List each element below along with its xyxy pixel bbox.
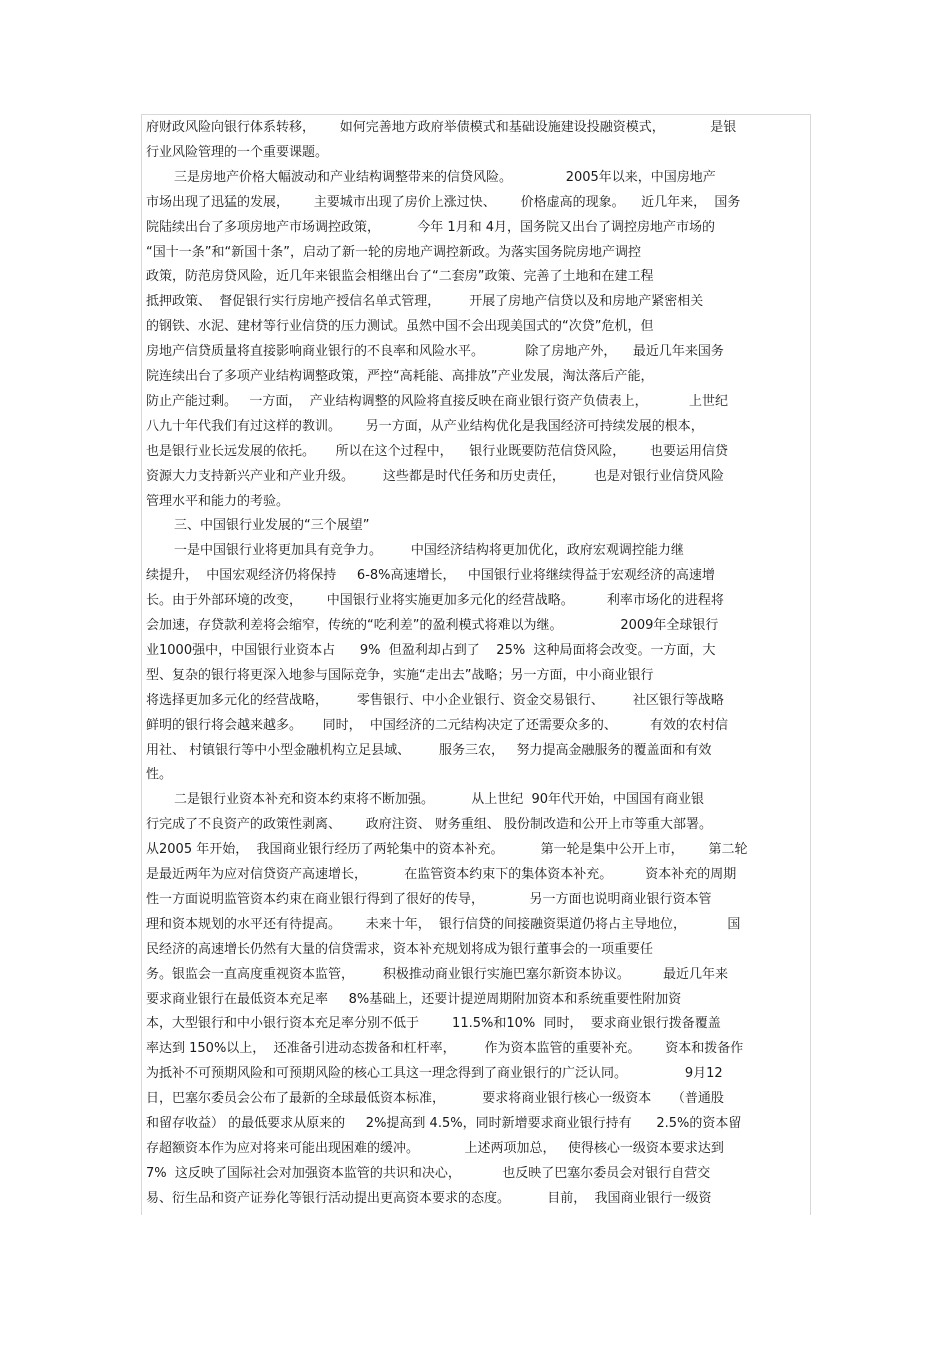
- text-line: 的钢铁、水泥、建材等行业信贷的压力测试。虽然中国不会出现美国式的“次贷”危机，但: [146, 319, 654, 335]
- text-line: 行业风险管理的一个重要课题。: [146, 144, 329, 160]
- text-line: 会加速，存贷款利差将会缩窄，传统的“吃利差”的盈利模式将难以为继。 2009年全球银行: [146, 618, 719, 633]
- text-line: 房地产信贷质量将直接影响商业银行的不良率和风险水平。 除了房地产外， 最近几年来国务: [146, 344, 724, 360]
- text-line: 业1000强中，中国银行业资本占 9% 但盈利却占到了 25% 这种局面将会改变。一方面，大: [146, 642, 716, 658]
- text-line: 鲜明的银行将会越来越多。 同时， 中国经济的二元结构决定了还需要众多的、 有效的农村信: [146, 717, 728, 733]
- text-line: 和留存收益） 的最低要求从原来的 2%提高到 4.5%，同时新增要求商业银行持有 2.5%的资本留: [146, 1116, 742, 1131]
- text-line: 是最近两年为应对信贷资产高速增长， 在监管资本约束下的集体资本补充。 资本补充的周期: [146, 867, 737, 882]
- text-line: 存超额资本作为应对将来可能出现困难的缓冲。 上述两项加总， 使得核心一级资本要求达到: [146, 1140, 724, 1156]
- text-line: 为抵补不可预期风险和可预期风险的核心工具这一理念得到了商业银行的广泛认同。 9月12: [146, 1066, 723, 1082]
- text-line: 院陆续出台了多项房地产市场调控政策， 今年 1月和 4月，国务院又出台了调控房地产市场的: [146, 219, 715, 235]
- text-line: 市场出现了迅猛的发展， 主要城市出现了房价上涨过快、 价格虚高的现象。 近几年来， 国务: [146, 194, 741, 210]
- text-line: 三、中国银行业发展的“三个展望”: [174, 518, 370, 534]
- text-line: 政策，防范房贷风险，近几年来银监会相继出台了“二套房”政策、完善了土地和在建工程: [146, 269, 654, 285]
- text-line: 用社、 村镇银行等中小型金融机构立足县域、 服务三农， 努力提高金融服务的覆盖面和有效: [146, 742, 712, 758]
- body-text: [141, 114, 811, 1215]
- text-line: 将选择更加多元化的经营战略， 零售银行、中小企业银行、资金交易银行、 社区银行等战略: [146, 692, 724, 708]
- text-line: 八九十年代我们有过这样的教训。 另一方面，从产业结构优化是我国经济可持续发展的根本，: [146, 418, 704, 434]
- text-line: 理和资本规划的水平还有待提高。 未来十年， 银行信贷的间接融资渠道仍将占主导地位， 国: [146, 916, 741, 932]
- text-line: 民经济的高速增长仍然有大量的信贷需求，资本补充规划将成为银行董事会的一项重要任: [146, 941, 654, 957]
- text-line: 长。由于外部环境的改变， 中国银行业将实施更加多元化的经营战略。 利率市场化的进程将: [146, 593, 724, 609]
- text-line: 续提升， 中国宏观经济仍将保持 6-8%高速增长， 中国银行业将继续得益于宏观经济的高速增: [146, 568, 715, 584]
- text-line: 行完成了不良资产的政策性剥离、 政府注资、 财务重组、 股份制改造和公开上市等重大部署。: [146, 817, 713, 833]
- text-line: 抵押政策、 督促银行实行房地产授信名单式管理， 开展了房地产信贷以及和房地产紧密相关: [146, 294, 704, 310]
- text-line: 管理水平和能力的考验。: [146, 493, 290, 509]
- text-line: 三是房地产价格大幅波动和产业结构调整带来的信贷风险。 2005年以来，中国房地产: [174, 169, 716, 185]
- text-line: 府财政风险向银行体系转移， 如何完善地方政府举债模式和基础设施建设投融资模式， 是银: [146, 120, 737, 135]
- text-line: 院连续出台了多项产业结构调整政策，严控“高耗能、高排放”产业发展，淘汰落后产能，: [146, 369, 654, 384]
- text-line: 防止产能过剩。 一方面， 产业结构调整的风险将直接反映在商业银行资产负债表上， 上世纪: [146, 393, 728, 409]
- text-line: 要求商业银行在最低资本充足率 8%基础上，还要计提逆周期附加资本和系统重要性附加资: [146, 991, 682, 1007]
- text-line: 性。: [146, 767, 173, 783]
- text-line: 从2005 年开始， 我国商业银行经历了两轮集中的资本补充。 第一轮是集中公开上市， 第二轮: [146, 842, 748, 858]
- text-line: 二是银行业资本补充和资本约束将不断加强。 从上世纪 90年代开始，中国国有商业银: [174, 792, 704, 808]
- text-line: 7% 这反映了国际社会对加强资本监管的共识和决心， 也反映了巴塞尔委员会对银行自营交: [146, 1165, 711, 1181]
- text-line: “国十一条”和“新国十条”，启动了新一轮的房地产调控新政。为落实国务院房地产调控: [146, 244, 641, 260]
- text-line: 日，巴塞尔委员会公布了最新的全球最低资本标准， 要求将商业银行核心一级资本 （普通股: [146, 1091, 724, 1107]
- text-line: 型、复杂的银行将更深入地参与国际竞争，实施“走出去”战略；另一方面，中小商业银行: [146, 667, 654, 683]
- text-line: 性一方面说明监管资本约束在商业银行得到了很好的传导， 另一方面也说明商业银行资本管: [146, 891, 712, 907]
- text-line: 也是银行业长远发展的依托。 所以在这个过程中， 银行业既要防范信贷风险， 也要运用信贷: [146, 443, 728, 459]
- text-line: 率达到 150%以上， 还准备引进动态拨备和杠杆率， 作为资本监管的重要补充。 资本和拨备作: [146, 1041, 744, 1057]
- text-line: 易、衍生品和资产证券化等银行活动提出更高资本要求的态度。 目前， 我国商业银行一级资: [146, 1190, 712, 1206]
- text-line: 一是中国银行业将更加具有竞争力。 中国经济结构将更加优化，政府宏观调控能力继: [174, 543, 684, 559]
- text-line: 本，大型银行和中小银行资本充足率分别不低于 11.5%和10% 同时， 要求商业银行拨备覆盖: [146, 1016, 721, 1032]
- text-line: 资源大力支持新兴产业和产业升级。 这些都是时代任务和历史责任， 也是对银行业信贷风险: [146, 468, 724, 484]
- text-line: 务。银监会一直高度重视资本监管， 积极推动商业银行实施巴塞尔新资本协议。 最近几年来: [146, 966, 728, 982]
